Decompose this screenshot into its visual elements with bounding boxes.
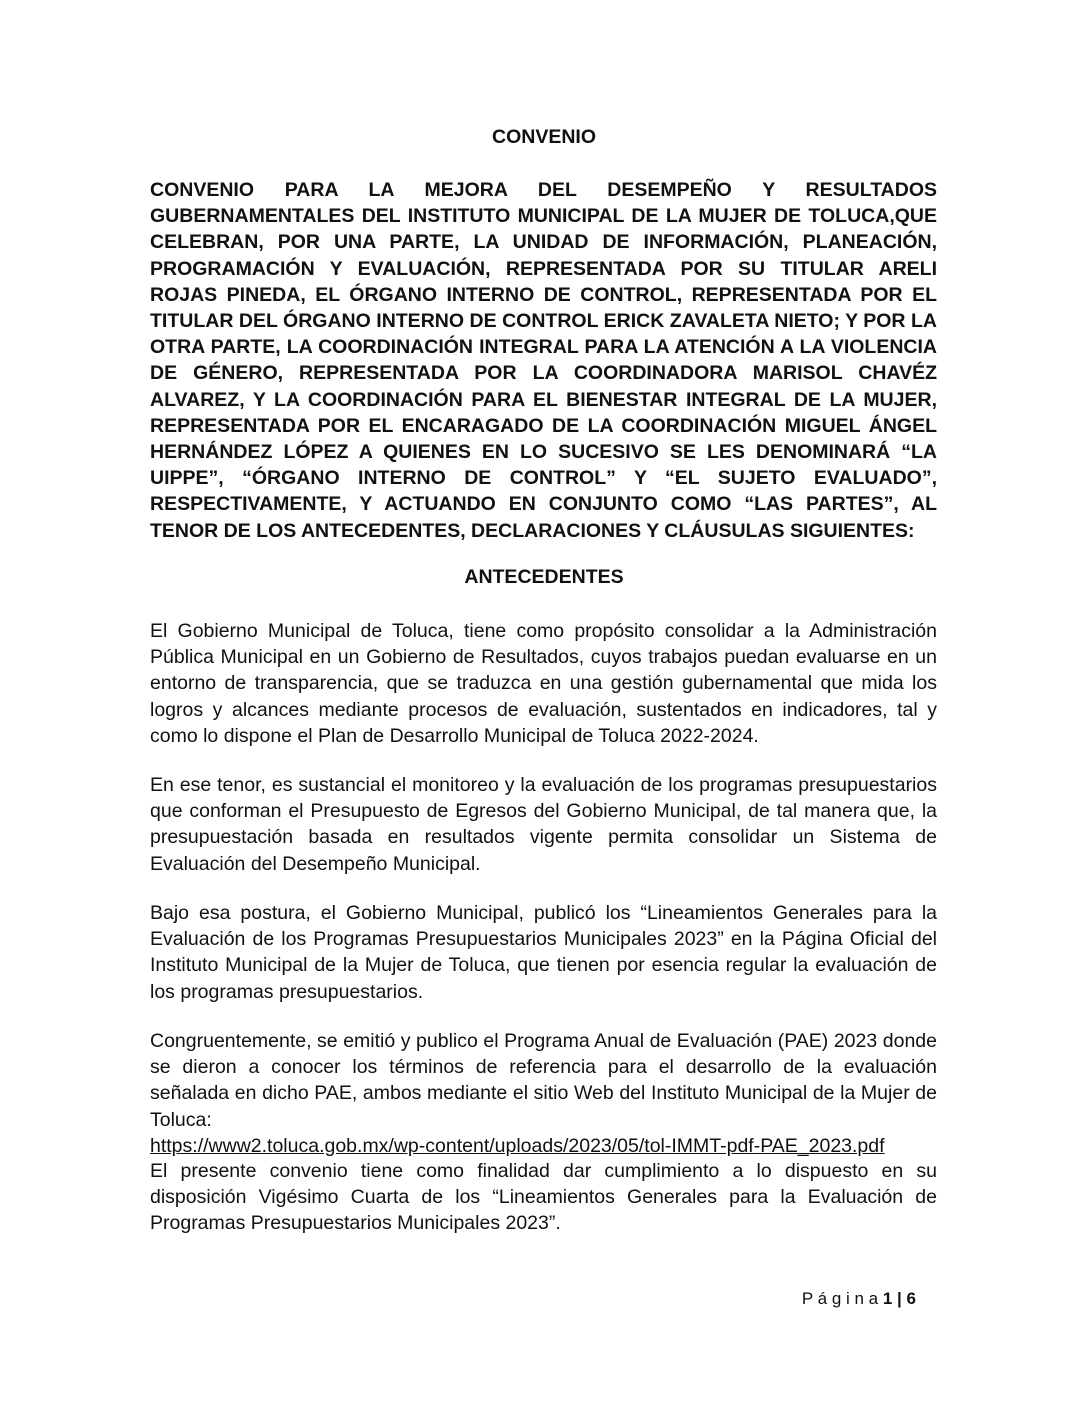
paragraph-3: Bajo esa postura, el Gobierno Municipal, publicó los “Lineamientos Generales para la Evaluación de los Programas Presupuestarios Municipales 2023” en la Página Oficial del Instituto Municipal de la Mujer de Toluca, que tienen por esencia regular la evaluación de los programas presupuestarios. — [150, 902, 937, 1003]
document-title: CONVENIO — [491, 126, 596, 148]
paragraph-4-text: Congruentemente, se emitió y publico el Programa Anual de Evaluación (PAE) 2023 donde se dieron a conocer los términos de referencia para el desarrollo de la evaluación señalada en dicho PAE, ambos mediante el sitio Web del Instituto Municipal de la Mujer de Toluca: — [150, 1030, 937, 1131]
paragraph-4 — [150, 1028, 937, 1159]
section-heading-antecedentes: ANTECEDENTES — [464, 566, 624, 588]
page-number: 1 | 6 — [882, 1289, 916, 1308]
page-label: P á g i n a — [801, 1289, 879, 1308]
agreement-intro: CONVENIO PARA LA MEJORA DEL DESEMPEÑO Y RESULTADOS GUBERNAMENTALES DEL INSTITUTO MUNICIPAL DE LA MUJER DE TOLUCA,QUE CELEBRAN, POR UNA PARTE, LA UNIDAD DE INFORMACIÓN, PLANEACIÓN, PROGRAMACIÓN Y EVALUACIÓN, REPRESENTADA POR SU TITULAR ARELI ROJAS PINEDA, EL ÓRGANO INTERNO DE CONTROL, REPRESENTADA POR EL TITULAR DEL ÓRGANO INTERNO DE CONTROL ERICK ZAVALETA NIETO; Y POR LA OTRA PARTE, LA COORDINACIÓN INTEGRAL PARA LA ATENCIÓN A LA VIOLENCIA DE GÉNERO, REPRESENTADA POR LA COORDINADORA MARISOL CHAVÉZ ALVAREZ, Y LA COORDINACIÓN PARA EL BIENESTAR INTEGRAL DE LA MUJER, REPRESENTADA POR EL ENCARAGADO DE LA COORDINACIÓN MIGUEL ÁNGEL HERNÁNDEZ LÓPEZ A QUIENES EN LO SUCESIVO SE LES DENOMINARÁ “LA UIPPE”, “ÓRGANO INTERNO DE CONTROL” Y “EL SUJETO EVALUADO”, RESPECTIVAMENTE, Y ACTUANDO EN CONJUNTO COMO “LAS PARTES”, AL TENOR DE LOS ANTECEDENTES, DECLARACIONES Y CLÁUSULAS SIGUIENTES: — [150, 179, 937, 542]
paragraph-5: El presente convenio tiene como finalidad dar cumplimiento a lo dispuesto en su disposición Vigésimo Cuarta de los “Lineamientos Generales para la Evaluación de Programas Presupuestarios Municipales 2023”. — [150, 1160, 937, 1235]
pae-url-link[interactable]: https://www2.toluca.gob.mx/wp-content/uploads/2023/05/tol-IMMT-pdf-PAE_2023.pdf — [150, 1134, 885, 1157]
paragraph-2: En ese tenor, es sustancial el monitoreo y la evaluación de los programas presupuestarios que conforman el Presupuesto de Egresos del Gobierno Municipal, de tal manera que, la presupuestación basada en resultados vigente permita consolidar un Sistema de Evaluación del Desempeño Municipal. — [150, 774, 937, 875]
paragraph-1: El Gobierno Municipal de Toluca, tiene como propósito consolidar a la Administración Pública Municipal en un Gobierno de Resultados, cuyos trabajos puedan evaluarse en un entorno de transparencia, que se traduzca en una gestión gubernamental que mida los logros y alcances mediante procesos de evaluación, sustentados en indicadores, tal y como lo dispone el Plan de Desarrollo Municipal de Toluca 2022-2024. — [150, 620, 937, 747]
page-footer — [700, 1289, 916, 1309]
